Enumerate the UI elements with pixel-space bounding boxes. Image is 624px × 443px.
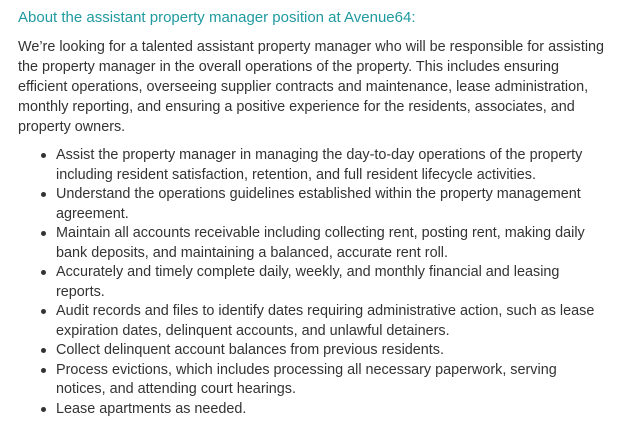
responsibilities-list [18, 146, 606, 419]
bullet-icon [41, 270, 46, 275]
bullet-icon [41, 407, 46, 412]
bullet-icon [41, 368, 46, 373]
bullet-icon [41, 309, 46, 314]
bullet-icon [41, 348, 46, 353]
list-item-text: Accurately and timely complete daily, weekly, and monthly financial and leasing reports. [56, 264, 560, 300]
list-item-text: Lease apartments as needed. [56, 400, 247, 417]
bullet-icon [41, 192, 46, 197]
list-item [56, 400, 606, 420]
bullet-icon [41, 153, 46, 158]
list-item-text: Maintain all accounts receivable including collecting rent, posting rent, making daily bank deposits, and maintaining a balanced, accurate rent roll. [56, 225, 585, 261]
list-item-text: Assist the property manager in managing the day-to-day operations of the property including resident satisfaction, retention, and full resident lifecycle activities. [56, 147, 583, 183]
section-heading: About the assistant property manager position at Avenue64: [18, 9, 416, 26]
bullet-icon [41, 231, 46, 236]
intro-paragraph: We’re looking for a talented assistant property manager who will be responsible for assisting the property manager in the overall operations of the property. This includes ensuring efficient operations, overseeing supplier contracts and maintenance, lease administration, monthly reporting, and ensuring a positive experience for the residents, associates, and property owners. [18, 39, 605, 135]
list-item-text: Understand the operations guidelines established within the property management agreement. [56, 186, 581, 222]
list-item-text: Process evictions, which includes processing all necessary paperwork, serving notices, and attending court hearings. [56, 361, 557, 397]
list-item [56, 263, 606, 302]
list-item-text: Audit records and files to identify dates requiring administrative action, such as lease expiration dates, delinquent accounts, and unlawful detainers. [56, 303, 595, 339]
list-item [56, 302, 606, 341]
list-item [56, 361, 606, 400]
list-item [56, 146, 606, 185]
list-item [56, 341, 606, 361]
list-item-text: Collect delinquent account balances from previous residents. [56, 342, 444, 358]
list-item [56, 224, 606, 263]
list-item [56, 185, 606, 224]
